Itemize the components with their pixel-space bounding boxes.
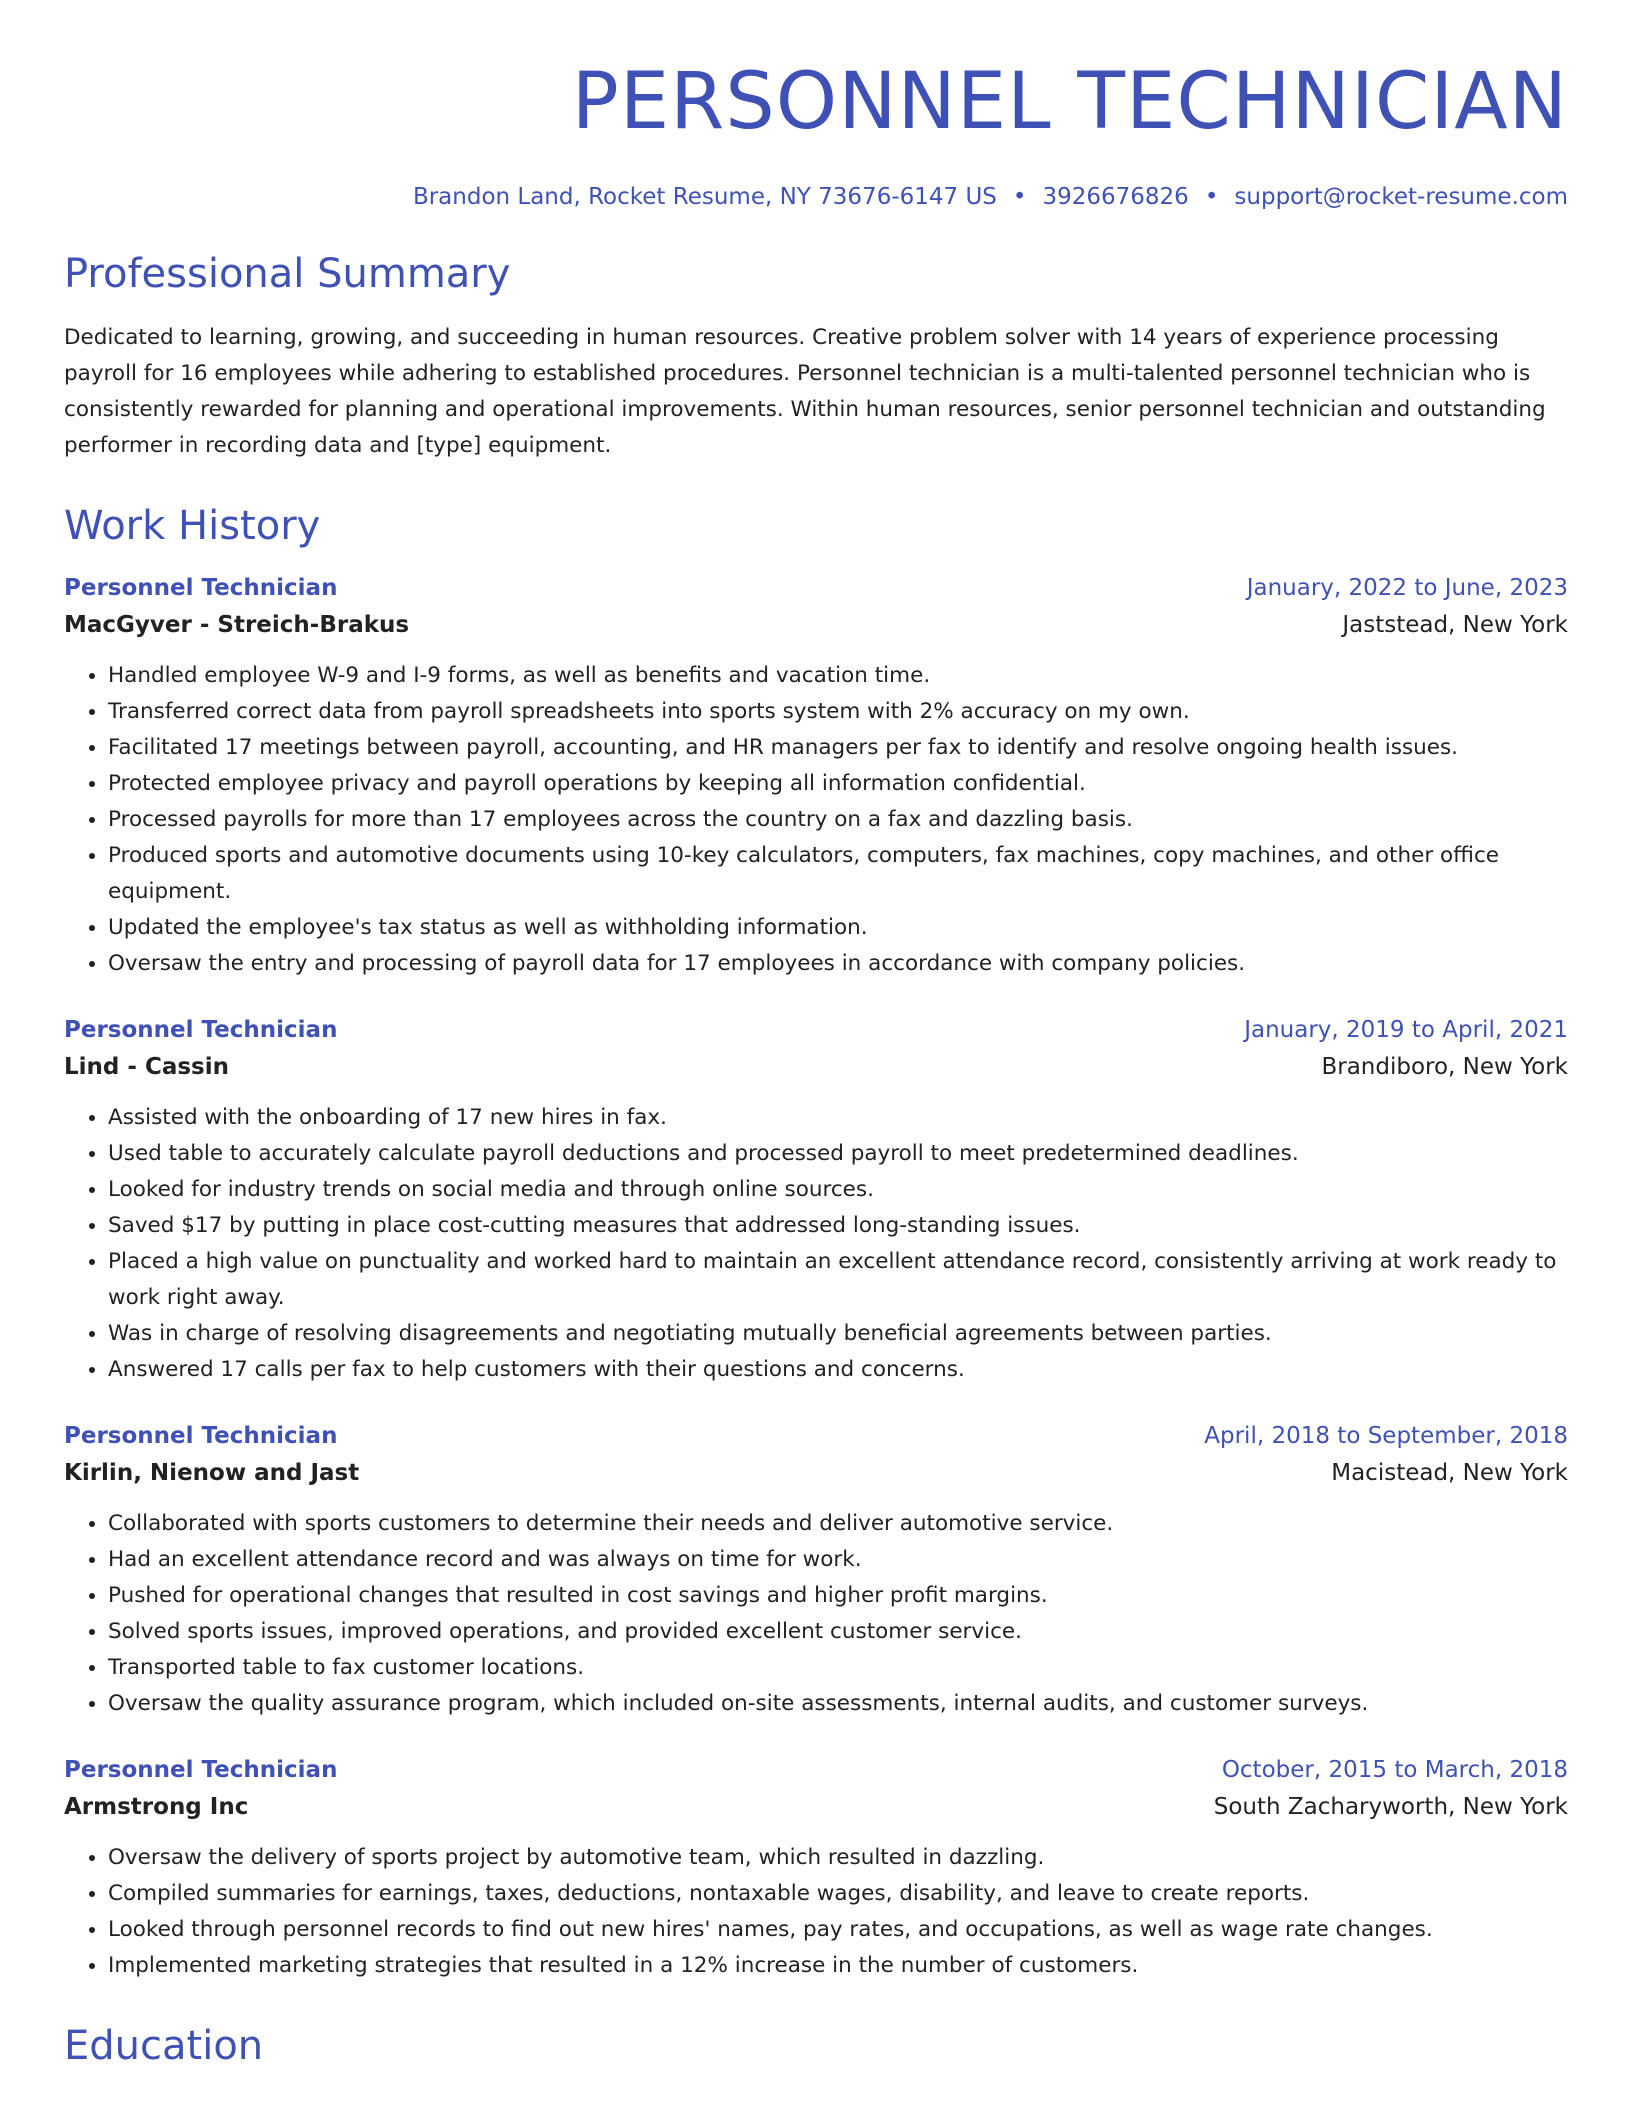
job-location: Jaststead, New York [1342, 612, 1568, 638]
job-bullet: • Protected employee privacy and payroll operations by keeping all information confidential. [108, 766, 1568, 802]
job-bullet: • Produced sports and automotive documents using 10-key calculators, computers, fax machines, copy machines, and other office equipment. [108, 838, 1568, 910]
job-dates: January, 2019 to April, 2021 [1244, 1017, 1568, 1043]
job-bullet: • Collaborated with sports customers to determine their needs and deliver automotive service. [108, 1506, 1568, 1542]
work-history-list [64, 570, 1568, 1984]
job-bullet: • Compiled summaries for earnings, taxes, deductions, nontaxable wages, disability, and leave to create reports. [108, 1876, 1568, 1912]
job-bullet: • Looked for industry trends on social media and through online sources. [108, 1172, 1568, 1208]
job-company-row [64, 606, 1568, 644]
job-bullet-list [64, 1840, 1568, 1984]
job-bullet: • Saved $17 by putting in place cost-cutting measures that addressed long-standing issues. [108, 1208, 1568, 1244]
job-bullet: • Oversaw the delivery of sports project by automotive team, which resulted in dazzling. [108, 1840, 1568, 1876]
job-company-row [64, 1454, 1568, 1492]
job-entry [64, 570, 1568, 982]
company-name: Lind - Cassin [64, 1054, 229, 1080]
resume-title: PERSONNEL TECHNICIAN [571, 57, 1568, 147]
contact-address: Brandon Land, Rocket Resume, NY 73676-6147 US [412, 184, 997, 210]
job-bullet: • Used table to accurately calculate payroll deductions and processed payroll to meet predetermined deadlines. [108, 1136, 1568, 1172]
job-bullet-list [64, 1506, 1568, 1722]
company-name: MacGyver - Streich-Brakus [64, 612, 410, 638]
company-name: Armstrong Inc [64, 1794, 249, 1820]
contact-line [64, 182, 1568, 212]
job-bullet: • Processed payrolls for more than 17 employees across the country on a fax and dazzling basis. [108, 802, 1568, 838]
job-bullet: • Solved sports issues, improved operations, and provided excellent customer service. [108, 1614, 1568, 1650]
job-title: Personnel Technician [64, 1017, 338, 1043]
contact-separator: • [1204, 184, 1219, 210]
contact-separator: • [1012, 184, 1027, 210]
job-bullet: • Transferred correct data from payroll spreadsheets into sports system with 2% accuracy on my own. [108, 694, 1568, 730]
job-bullet-list [64, 658, 1568, 982]
job-bullet: • Oversaw the entry and processing of payroll data for 17 employees in accordance with company policies. [108, 946, 1568, 982]
job-bullet: • Pushed for operational changes that resulted in cost savings and higher profit margins. [108, 1578, 1568, 1614]
company-name: Kirlin, Nienow and Jast [64, 1460, 360, 1486]
job-bullet: • Implemented marketing strategies that resulted in a 12% increase in the number of customers. [108, 1948, 1568, 1984]
job-company-row [64, 1788, 1568, 1826]
job-bullet: • Answered 17 calls per fax to help customers with their questions and concerns. [108, 1352, 1568, 1388]
job-entry [64, 1418, 1568, 1722]
summary-text: Dedicated to learning, growing, and succeeding in human resources. Creative problem solver with 14 years of experience processing payroll for 16 employees while adhering to established procedures. Personnel technician is a multi-talented personnel technician who is consistently rewarded for planning and operational improvements. Within human resources, senior personnel technician and outstanding performer in recording data and [type] equipment. [64, 325, 1546, 458]
contact-email: support@rocket-resume.com [1234, 184, 1568, 210]
job-header-row [64, 570, 1568, 606]
job-bullet: • Transported table to fax customer locations. [108, 1650, 1568, 1686]
job-header-row [64, 1418, 1568, 1454]
job-entry [64, 1752, 1568, 1984]
job-header-row [64, 1752, 1568, 1788]
job-bullet: • Updated the employee's tax status as well as withholding information. [108, 910, 1568, 946]
job-bullet: • Looked through personnel records to find out new hires' names, pay rates, and occupations, as well as wage rate changes. [108, 1912, 1568, 1948]
job-header-row [64, 1012, 1568, 1048]
job-bullet: • Was in charge of resolving disagreements and negotiating mutually beneficial agreements between parties. [108, 1316, 1568, 1352]
contact-phone: 3926676826 [1042, 184, 1189, 210]
job-bullet: • Facilitated 17 meetings between payroll, accounting, and HR managers per fax to identify and resolve ongoing health issues. [108, 730, 1568, 766]
job-entry [64, 1012, 1568, 1388]
job-bullet-list [64, 1100, 1568, 1388]
job-location: Macistead, New York [1331, 1460, 1568, 1486]
job-title: Personnel Technician [64, 1423, 338, 1449]
job-dates: April, 2018 to September, 2018 [1204, 1423, 1568, 1449]
job-company-row [64, 1048, 1568, 1086]
job-bullet: • Handled employee W-9 and I-9 forms, as well as benefits and vacation time. [108, 658, 1568, 694]
job-location: South Zacharyworth, New York [1213, 1794, 1568, 1820]
job-title: Personnel Technician [64, 1757, 338, 1783]
job-title: Personnel Technician [64, 575, 338, 601]
job-dates: January, 2022 to June, 2023 [1246, 575, 1568, 601]
education-heading: Education [64, 2023, 264, 2069]
summary-heading: Professional Summary [64, 251, 511, 297]
work-history-heading: Work History [64, 503, 321, 549]
job-dates: October, 2015 to March, 2018 [1221, 1757, 1568, 1783]
job-bullet: • Assisted with the onboarding of 17 new hires in fax. [108, 1100, 1568, 1136]
job-bullet: • Had an excellent attendance record and was always on time for work. [108, 1542, 1568, 1578]
job-bullet: • Oversaw the quality assurance program, which included on-site assessments, internal audits, and customer surveys. [108, 1686, 1568, 1722]
job-bullet: • Placed a high value on punctuality and worked hard to maintain an excellent attendance record, consistently arriving at work ready to work right away. [108, 1244, 1568, 1316]
job-location: Brandiboro, New York [1321, 1054, 1568, 1080]
